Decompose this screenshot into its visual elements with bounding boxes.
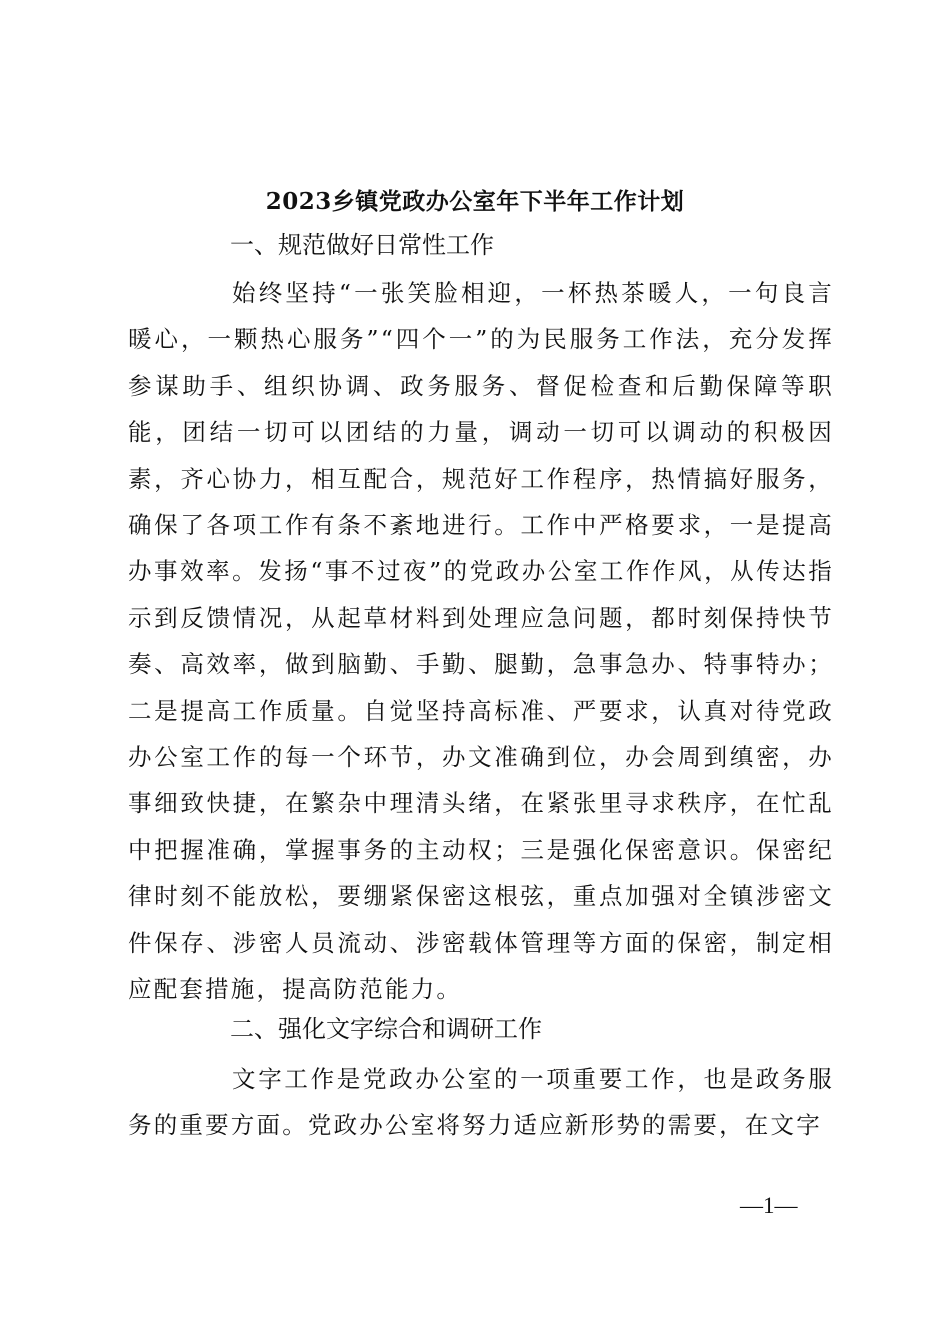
page-number: —1— bbox=[740, 1193, 798, 1218]
section-paragraph-2: 文字工作是党政办公室的一项重要工作，也是政务服务的重要方面。党政办公室将努力适应新形势的需要，在文字 bbox=[128, 1065, 834, 1140]
section-paragraph-1: 始终坚持“一张笑脸相迎，一杯热茶暖人，一句良言暖心，一颗热心服务”“四个一”的为民服务工作法，充分发挥参谋助手、组织协调、政务服务、督促检查和后勤保障等职能，团结一切可以团结的力量，调动一切可以调动的积极因素，齐心协力，相互配合，规范好工作程序，热情搞好服务，确保了各项工作有条不紊地进行。工作中严格要求，一是提高办事效率。发扬“事不过夜”的党政办公室工作作风，从传达指示到反馈情况，从起草材料到处理应急问题，都时刻保持快节奏、高效率，做到脑勤、手勤、腿勤，急事急办、特事特办；二是提高工作质量。自觉坚持高标准、严要求，认真对待党政办公室工作的每一个环节，办文准确到位，办会周到缜密，办事细致快捷，在繁杂中理清头绪，在紧张里寻求秩序，在忙乱中把握准确，掌握事务的主动权；三是强化保密意识。保密纪律时刻不能放松，要绷紧保密这根弦，重点加强对全镇涉密文件保存、涉密人员流动、涉密载体管理等方面的保密，制定相应配套措施，提高防范能力。 bbox=[128, 279, 834, 1004]
section-heading-2: 二、强化文字综合和调研工作 bbox=[230, 1015, 542, 1043]
document-title: 2023乡镇党政办公室年下半年工作计划 bbox=[265, 188, 685, 215]
section-heading-1: 一、规范做好日常性工作 bbox=[230, 231, 494, 259]
